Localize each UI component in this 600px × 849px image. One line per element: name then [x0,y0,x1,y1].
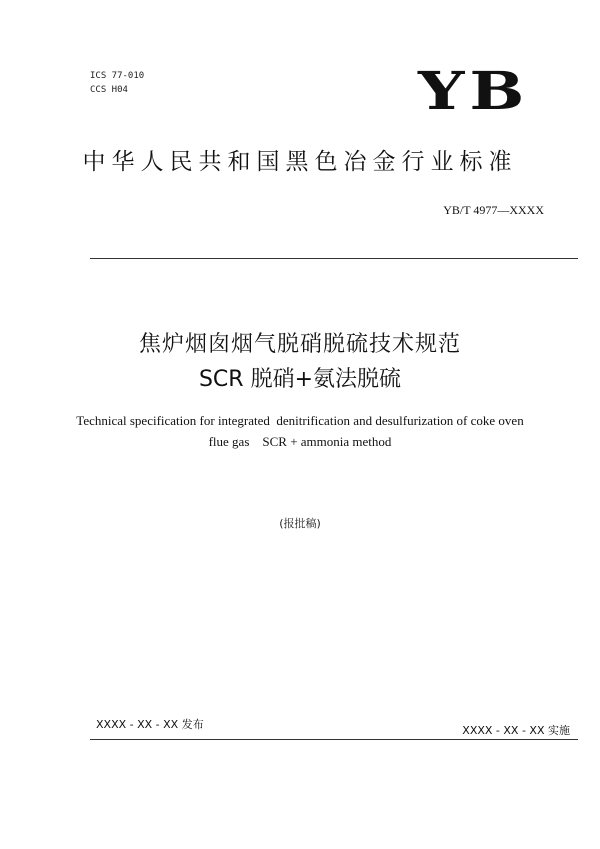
english-title-line-1: Technical specification for integrated denitrification and desulfurization of coke oven [76,413,524,428]
header-divider [90,258,578,259]
publish-date: XXXX - XX - XX 发布 [96,718,204,731]
chinese-title-line-2: SCR 脱硝+氨法脱硫 [198,367,402,392]
ccs-code: CCS H04 [90,85,128,95]
draft-stage-label: (报批稿) [279,517,321,530]
yb-logo: YB [418,61,530,122]
ics-code: ICS 77-010 [90,71,145,81]
chinese-title-line-1: 焦炉烟囱烟气脱硝脱硫技术规范 [138,332,461,357]
english-title-line-2: flue gas SCR + ammonia method [208,434,392,449]
classification-codes [90,69,144,97]
standard-category-title: 中华人民共和国黑色冶金行业标准 [82,149,518,175]
standard-number: YB/T 4977—XXXX [443,203,544,217]
footer-divider [90,739,578,740]
implement-date: XXXX - XX - XX 实施 [462,724,570,737]
